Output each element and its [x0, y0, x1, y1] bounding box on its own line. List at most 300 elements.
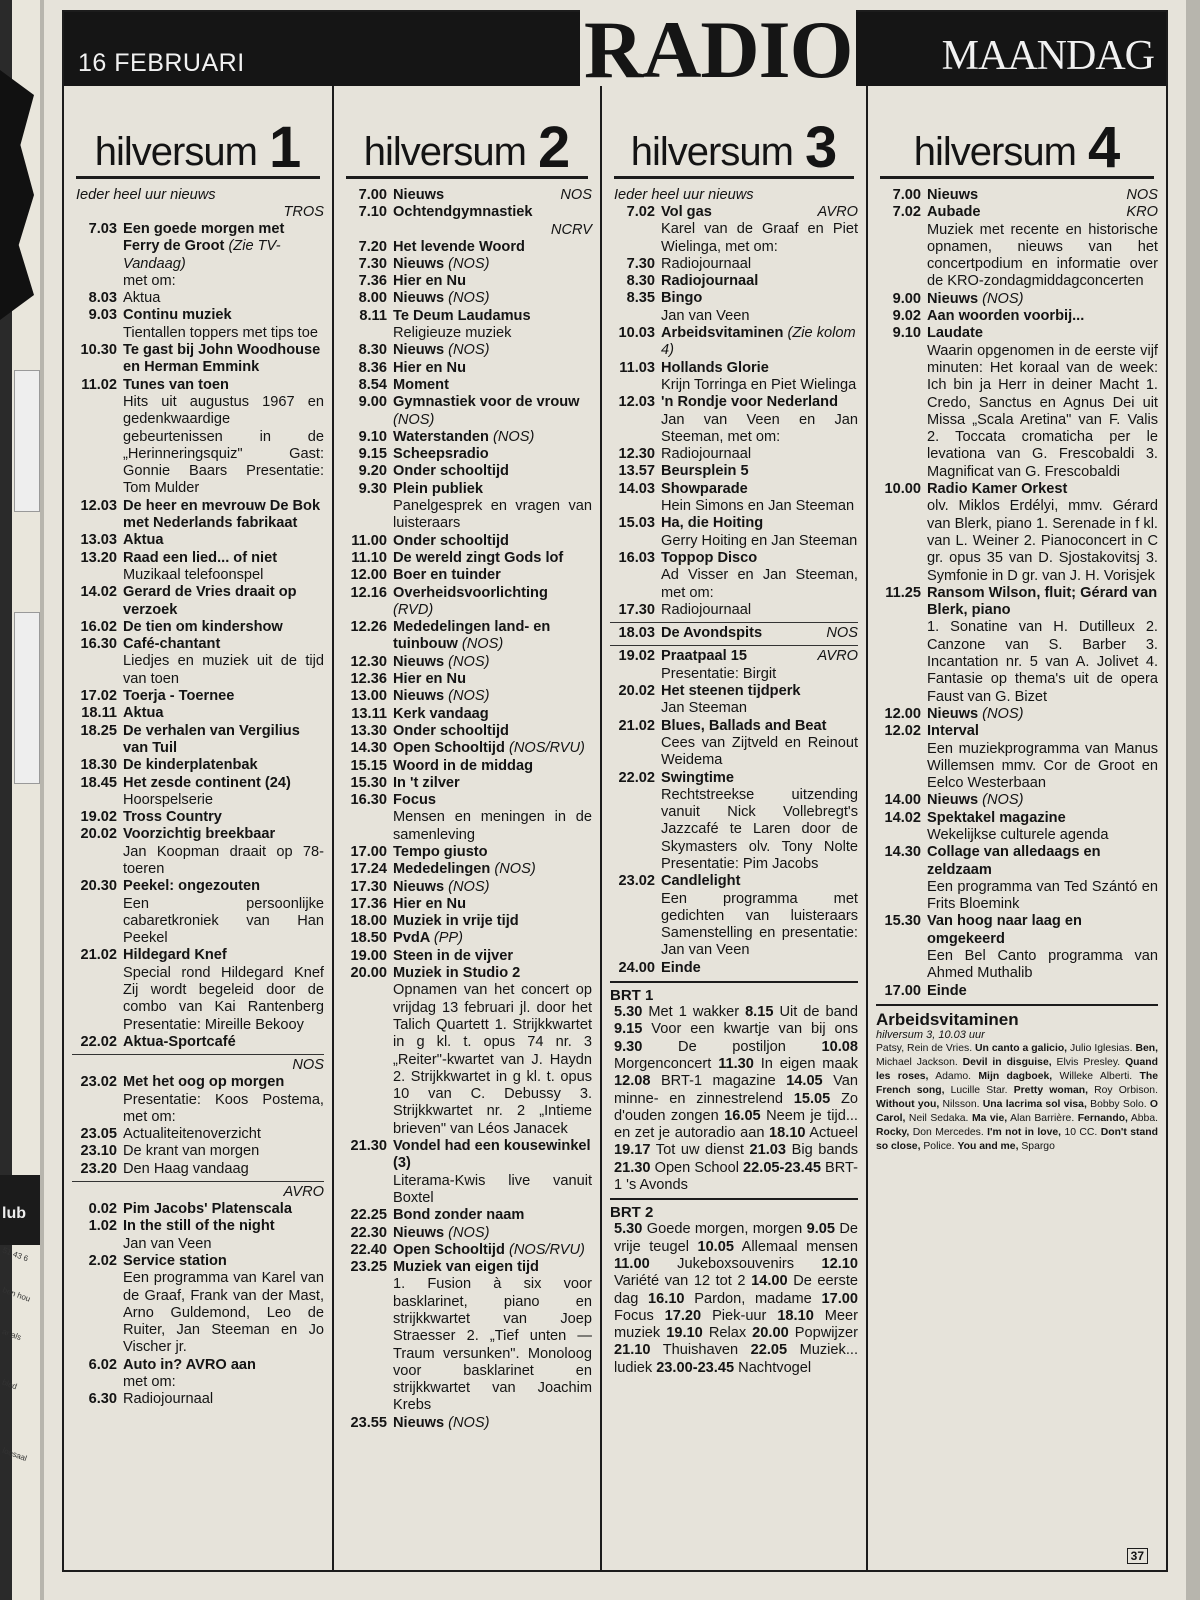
program-body [661, 446, 858, 463]
program-row [72, 550, 324, 585]
program-title: Vondel had een kousewinkel (3) [393, 1138, 591, 1172]
program-description: Gerry Hoiting en Jan Steeman [661, 532, 858, 549]
program-description: Presentatie: Birgit [661, 665, 777, 682]
program-title: Voorzichtig breekbaar [123, 826, 276, 843]
program-description: Radiojournaal [661, 255, 752, 272]
program-row [72, 1391, 324, 1408]
schedule-note: Ieder heel uur nieuws [614, 187, 754, 203]
program-time: 10.30 [80, 342, 117, 359]
program-title-line [661, 873, 858, 890]
program-body [393, 861, 592, 878]
program-body [661, 325, 858, 360]
program-row [72, 1126, 324, 1143]
program-body [123, 1391, 324, 1408]
program-row [72, 705, 324, 722]
program-row [610, 273, 858, 290]
program-description: Een programma met gedichten van luisteraars Samenstelling en presentatie: Jan van Veen [661, 890, 858, 959]
program-row [342, 446, 592, 463]
program-time: 11.00 [351, 532, 387, 549]
program-title: Kerk vandaag [393, 705, 489, 722]
program-time: 17.00 [884, 982, 921, 999]
program-title: Nieuws [393, 688, 445, 705]
program-time: 22.40 [350, 1241, 387, 1258]
program-title-line [661, 625, 858, 642]
program-description: Hoorspelserie [123, 791, 214, 808]
program-body [393, 775, 592, 792]
program-row [342, 567, 592, 584]
program-row [72, 636, 324, 688]
program-title-line [661, 290, 858, 307]
program-row [876, 810, 1158, 845]
program-title: Bingo [661, 290, 703, 307]
program-title: Een goede morgen met Ferry de Groot [123, 221, 285, 255]
program-time: 7.20 [358, 238, 387, 255]
program-body [393, 879, 592, 896]
program-body [393, 1242, 592, 1259]
program-body [393, 844, 592, 861]
program-time: 7.00 [892, 187, 921, 203]
program-time: 8.30 [358, 342, 387, 359]
program-row [610, 446, 858, 463]
program-row [342, 360, 592, 377]
program-row [876, 325, 1158, 481]
program-time: 17.36 [350, 895, 387, 912]
program-row [610, 718, 858, 770]
program-row [876, 844, 1158, 913]
program-time: 14.02 [884, 809, 921, 826]
program-time: 17.00 [350, 843, 387, 860]
program-title: Pim Jacobs' Platenscala [123, 1201, 292, 1218]
program-title-line [393, 567, 592, 584]
program-title-line [393, 429, 592, 446]
program-description: Radiojournaal [661, 601, 752, 618]
schedule-list [610, 187, 858, 1377]
program-body [123, 498, 324, 533]
program-time: 23.05 [80, 1126, 117, 1143]
program-subtitle: (NOS) [448, 878, 490, 895]
program-time: 7.30 [358, 255, 387, 272]
program-title: De Avondspits [661, 625, 763, 642]
program-time: 14.30 [884, 844, 921, 861]
program-title-line [123, 307, 324, 324]
program-title: De wereld zingt Gods lof [393, 549, 564, 566]
program-title: Ransom Wilson, fluit; Gérard van Blerk, piano [927, 584, 1158, 619]
program-description: Jan van Veen en Jan Steeman, met om: [661, 411, 858, 445]
station-number: 1 [268, 114, 302, 180]
program-title: Toppop Disco [661, 549, 758, 566]
program-title-line [661, 204, 858, 221]
broadcaster-label: NOS [292, 1057, 324, 1074]
program-time: 8.35 [626, 290, 655, 307]
program-body [393, 377, 592, 394]
program-row [72, 723, 324, 758]
program-title: Focus [393, 792, 436, 809]
program-body [123, 584, 324, 619]
program-title-line [393, 723, 592, 740]
program-title-line [393, 290, 592, 307]
program-row [342, 187, 592, 204]
program-row [876, 187, 1158, 204]
program-title-line [393, 792, 592, 809]
program-title-line [393, 463, 592, 480]
program-title-line [393, 948, 592, 965]
program-time: 9.00 [358, 394, 387, 411]
program-row [72, 878, 324, 947]
program-row [342, 550, 592, 567]
program-time: 9.10 [892, 325, 921, 342]
divider [610, 645, 858, 646]
station-number: 4 [1087, 114, 1121, 180]
program-time: 9.30 [358, 480, 387, 497]
program-title-line [393, 740, 592, 757]
program-body [661, 360, 858, 395]
program-title: Arbeidsvitaminen [661, 325, 784, 342]
program-row [72, 377, 324, 498]
program-title-line [927, 792, 1158, 809]
program-time: 17.30 [350, 878, 387, 895]
program-time: 8.00 [358, 290, 387, 307]
program-description: Hein Simons en Jan Steeman [661, 498, 855, 515]
program-title-line [123, 1074, 324, 1091]
program-title: Nieuws [927, 705, 979, 722]
divider [610, 1198, 858, 1200]
program-title: Gerard de Vries draait op verzoek [123, 584, 297, 618]
section-title: BRT 1 [610, 987, 654, 1005]
program-body [393, 930, 592, 947]
program-row [610, 394, 858, 446]
program-time: 12.36 [350, 671, 387, 688]
program-time: 13.00 [350, 688, 387, 705]
program-body [927, 723, 1158, 792]
program-row [610, 602, 858, 619]
program-row [610, 873, 858, 959]
program-row [72, 584, 324, 619]
program-row [72, 1161, 324, 1178]
program-title: PvdA [393, 930, 430, 947]
program-body [123, 619, 324, 636]
program-body [123, 290, 324, 307]
program-title-line [661, 394, 858, 411]
program-body [393, 792, 592, 844]
adjacent-page-text: loosaal [1, 1445, 29, 1464]
program-row [72, 826, 324, 878]
station-number: 2 [537, 114, 571, 180]
program-title-line [393, 1415, 592, 1432]
program-title: Auto in? AVRO aan [123, 1356, 256, 1373]
program-title: Radiojournaal [661, 273, 759, 290]
program-title: Tross Country [123, 809, 222, 826]
program-body [393, 913, 592, 930]
program-title-line [393, 394, 592, 429]
program-title: Waterstanden [393, 428, 489, 445]
program-body [123, 636, 324, 688]
program-subtitle: (NOS) [448, 1414, 490, 1431]
program-body [661, 960, 858, 977]
program-row [610, 463, 858, 480]
station-header [346, 86, 588, 179]
station-number: 3 [804, 114, 838, 180]
program-time: 9.03 [88, 307, 117, 324]
feature-text: Patsy, Rein de Vries. Un canto a galicio, Julio Iglesias. Ben, Michael Jackson. Devil in disguise, Elvis Presley. Quand les roses, Adamo. Mijn dagboek, Willeke Alberti. The French song, Lucille Star. Pretty woman, Roy Orbison. Without you, Nilsson. Una lacrima sol visa, Bobby Solo. O Carol, Neil Sedaka. Ma vie, Alan Barrière. Fernando, Abba. Rocky, Don Mercedes. I'm not in love, 10 CC. Don't stand so close, Police. You and me, Spargo [876, 1042, 1159, 1152]
program-body [123, 705, 324, 722]
page-title: RADIO [580, 9, 856, 91]
station-name: hilversum [630, 130, 793, 174]
program-title-line [661, 550, 858, 567]
program-title-line [661, 273, 858, 290]
page-number: 37 [1127, 1548, 1148, 1564]
program-row [72, 757, 324, 774]
program-body [927, 810, 1158, 845]
program-body [661, 481, 858, 516]
program-description: Cees van Zijtveld en Reinout Weidema [661, 734, 858, 769]
program-row [72, 498, 324, 533]
station-name: hilversum [913, 130, 1076, 174]
program-body [123, 377, 324, 498]
program-time: 19.02 [80, 809, 117, 826]
program-time: 9.15 [358, 446, 387, 463]
program-row [342, 1207, 592, 1224]
program-time: 23.20 [80, 1160, 117, 1177]
program-subtitle: (NOS) [448, 255, 490, 272]
program-description: Mensen en meningen in de samenleving [393, 809, 592, 843]
program-body [927, 792, 1158, 809]
column-hilversum-2 [332, 86, 600, 1570]
program-row [876, 983, 1158, 1000]
station-header [880, 86, 1154, 179]
program-subtitle: (NOS) [461, 636, 504, 653]
program-title: Overheidsvoorlichting [393, 584, 548, 601]
program-title: Continu muziek [123, 307, 232, 324]
program-title: Aubade [927, 204, 981, 221]
program-description: Een programma van Karel van de Graaf, Frank van der Mast, Arno Guldemond, Leo de Ruiter, Jan Steeman en Jo Vischer jr. [123, 1270, 324, 1356]
program-title-line [123, 723, 324, 758]
program-row [876, 308, 1158, 325]
program-body [661, 873, 858, 959]
program-subtitle: (NOS) [448, 1224, 490, 1241]
program-body [123, 1201, 324, 1218]
adjacent-page-text: bled [0, 1377, 19, 1392]
program-description: Special rond Hildegard Knef Zij wordt begeleid door de combo van Kai Rantenberg Presentatie: Mireille Bekooy [123, 964, 324, 1033]
program-title-line [123, 532, 324, 549]
program-body [661, 394, 858, 446]
program-title-line [123, 1218, 324, 1235]
program-title-line [393, 550, 592, 567]
program-body [123, 1218, 324, 1253]
radio-page [44, 0, 1186, 1600]
program-title: Mededelingen land- en tuinbouw [393, 619, 551, 653]
program-body [393, 463, 592, 480]
program-time: 11.02 [81, 376, 117, 393]
program-row [610, 325, 858, 360]
program-row [72, 342, 324, 377]
program-body [393, 342, 592, 359]
program-title: Van hoog naar laag en omgekeerd [927, 913, 1082, 947]
program-subtitle: (NOS) [494, 861, 536, 878]
program-title: Einde [661, 959, 701, 976]
program-time: 21.02 [618, 717, 655, 734]
program-time: 12.30 [618, 446, 655, 463]
program-title-line [393, 273, 592, 290]
program-row [72, 775, 324, 810]
program-time: 12.00 [350, 567, 387, 584]
program-body [927, 187, 1158, 204]
program-time: 8.30 [626, 273, 655, 290]
program-body [393, 550, 592, 567]
program-title-line [661, 718, 858, 735]
program-title: Hier en Nu [393, 671, 466, 688]
program-row [72, 1034, 324, 1051]
program-time: 16.03 [618, 549, 655, 566]
program-row [610, 256, 858, 273]
program-body [393, 567, 592, 584]
program-description: met om: [123, 1374, 176, 1390]
program-row [610, 648, 858, 683]
program-time: 15.15 [350, 757, 387, 774]
program-time: 7.02 [626, 204, 655, 220]
program-time: 16.30 [350, 792, 387, 809]
program-time: 14.03 [618, 480, 655, 497]
program-row [72, 809, 324, 826]
program-subtitle: (NOS/RVU) [508, 740, 585, 757]
program-body [393, 360, 592, 377]
program-title-line [393, 706, 592, 723]
program-title: Showparade [661, 480, 748, 497]
program-time: 23.25 [350, 1259, 387, 1276]
program-title-line [123, 826, 324, 843]
program-row [610, 770, 858, 874]
program-time: 18.50 [350, 930, 387, 947]
program-row [342, 256, 592, 273]
program-time: 18.25 [80, 722, 117, 739]
program-body [393, 1225, 592, 1242]
program-time: 7.10 [358, 204, 387, 221]
broadcaster-label: NOS [1126, 187, 1158, 203]
program-title-line [661, 325, 858, 360]
program-time: 19.00 [350, 947, 387, 964]
program-time: 20.02 [80, 826, 117, 843]
program-title: Peekel: ongezouten [123, 878, 261, 895]
program-subtitle: (NOS) [982, 705, 1024, 722]
program-title: De verhalen van Vergilius van Tuil [123, 722, 300, 756]
program-title-line [393, 619, 592, 654]
program-body [393, 533, 592, 550]
program-subtitle: (NOS) [448, 290, 490, 307]
program-title: Nieuws [393, 342, 445, 359]
program-body [393, 429, 592, 446]
program-title: Muziek in Studio 2 [393, 965, 521, 982]
program-title: Gymnastiek voor de vrouw [393, 394, 580, 411]
column-hilversum-3 [600, 86, 866, 1570]
program-title: Café-chantant [123, 636, 221, 653]
program-description: Wekelijkse culturele agenda [927, 826, 1109, 843]
program-row [342, 861, 592, 878]
program-title-line [927, 706, 1158, 723]
program-row [610, 290, 858, 325]
program-time: 17.30 [618, 601, 655, 618]
station-name: hilversum [94, 130, 257, 174]
program-row [342, 394, 592, 429]
section-text: 5.30 Goede morgen, morgen 9.05 De vrije teugel 10.05 Allemaal mensen 11.00 Jukeboxsouvenirs 12.10 Variété van 12 tot 2 14.00 De eerste dag 16.10 Pardon, madame 17.00 Focus 17.20 Piek-uur 18.10 Meer muziek 19.10 Relax 20.00 Popwijzer 21.10 Thuishaven 22.05 Muziek... ludiek 23.00-23.45 Nachtvogel [614, 1221, 859, 1376]
program-description: Jan van Veen [661, 307, 750, 324]
program-title-line [393, 913, 592, 930]
program-title-line [927, 983, 1158, 1000]
program-time: 15.30 [350, 774, 387, 791]
program-time: 23.02 [618, 873, 655, 890]
program-time: 14.00 [884, 792, 921, 809]
program-subtitle: (PP) [433, 930, 464, 947]
program-description: Rechtstreekse uitzending vanuit Nick Vollebregt's Jazzcafé te Laren door de Skymasters olv. Tony Nolte Presentatie: Pim Jacobs [661, 786, 858, 872]
page-day: MAANDAG [941, 33, 1154, 79]
program-body [661, 683, 858, 718]
program-row [342, 1242, 592, 1259]
program-body [123, 826, 324, 878]
program-body [927, 291, 1158, 308]
program-title-line [927, 810, 1158, 827]
program-title-line [123, 377, 324, 394]
program-time: 9.20 [358, 463, 387, 480]
program-row [876, 585, 1158, 706]
program-title: Praatpaal 15 [661, 648, 747, 665]
program-title: Muziek van eigen tijd [393, 1259, 539, 1276]
adjacent-page-strip [0, 0, 40, 1600]
broadcaster-label: TROS [283, 204, 324, 220]
program-row [342, 619, 592, 654]
program-body [661, 625, 858, 642]
program-title: Scheepsradio [393, 446, 489, 463]
divider [72, 1181, 324, 1182]
program-body [661, 602, 858, 619]
program-row [610, 204, 858, 256]
program-title: Mededelingen [393, 861, 491, 878]
program-title-line [123, 221, 324, 273]
program-title: Raad een lied... of niet [123, 549, 278, 566]
program-description: Een Bel Canto programma van Ahmed Muthalib [927, 948, 1158, 982]
program-body [927, 913, 1158, 982]
program-title-line [661, 360, 858, 377]
program-title: Onder schooltijd [393, 722, 509, 739]
program-title: Boer en tuinder [393, 567, 501, 584]
program-time: 16.02 [80, 618, 117, 635]
program-title: Laudate [927, 325, 983, 342]
program-row [72, 619, 324, 636]
program-body [393, 256, 592, 273]
program-title-line [393, 879, 592, 896]
program-time: 22.30 [350, 1224, 387, 1241]
program-title-line [123, 1201, 324, 1218]
program-row [72, 1253, 324, 1357]
program-time: 16.30 [80, 636, 117, 653]
program-title: Nieuws [393, 290, 445, 307]
program-title: Nieuws [393, 653, 445, 670]
program-title-line [123, 619, 324, 636]
program-body [393, 1138, 592, 1207]
program-title: Onder schooltijd [393, 532, 509, 549]
program-title-line [661, 770, 858, 787]
program-title-line [927, 585, 1158, 620]
program-title-line [123, 947, 324, 964]
program-title: Einde [927, 982, 967, 999]
program-row [72, 1201, 324, 1218]
program-description: met om: [123, 272, 176, 289]
program-title: Muziek in vrije tijd [393, 913, 519, 930]
program-time: 7.00 [358, 187, 387, 203]
program-title-line [123, 342, 324, 377]
program-row [610, 625, 858, 642]
program-time: 17.02 [80, 688, 117, 705]
program-description: Radiojournaal [661, 446, 752, 463]
program-title: Steen in de vijver [393, 947, 514, 964]
program-body [393, 948, 592, 965]
